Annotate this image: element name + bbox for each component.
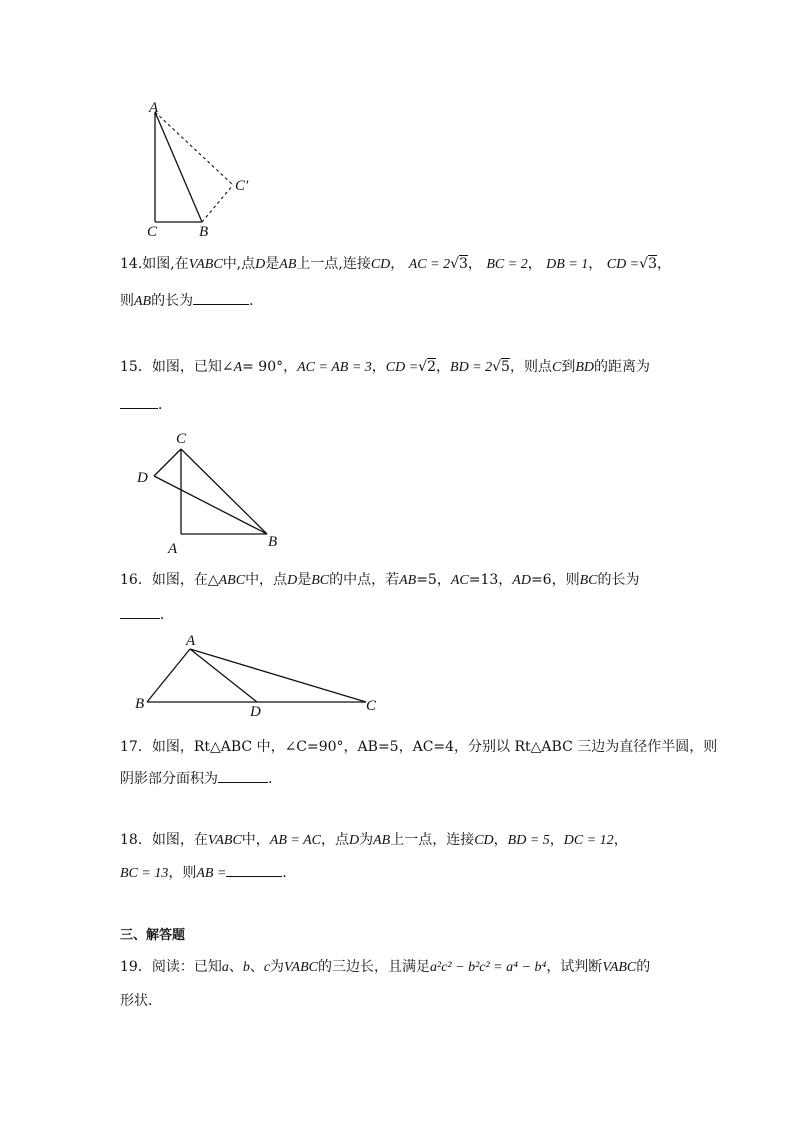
question-16-line2 [120,604,680,625]
text: 17．如图，Rt△ABC 中，∠C=90°，AB=5，AC=4，分别以 Rt△ABC 三边为直径作半圆，则 [120,739,718,755]
question-15-line2 [120,394,680,415]
text: 中，点 [245,572,288,588]
text: 、 [249,959,264,975]
math-DB: DB = 1 [546,257,589,272]
text: 上一点，连接 [390,832,475,848]
math-eq1: AC = AB = 3 [297,360,372,375]
math-CD: CD [370,257,391,272]
label-B: B [135,696,145,712]
label-B: B [199,224,209,240]
sqrt-sign: √ [639,256,649,272]
answer-blank [120,394,158,409]
math-equation: a²c² − b²c² = a⁴ − b⁴ [430,960,547,975]
math-ABC: ABC [218,573,246,588]
math-AB: AB [399,573,417,588]
text: 的三边长，且满足 [318,959,431,975]
math-b: b [242,960,250,975]
text: ． [249,293,264,309]
text: ， [613,832,628,848]
text: 如图,在 [142,256,189,272]
question-15-line1 [120,357,680,378]
question-18-line2 [120,862,680,884]
text: 的距离为 [593,359,650,375]
math-BC: BC [579,573,598,588]
math-AD: AD [512,573,531,588]
text: =13， [468,572,513,588]
math-AB: AB [134,294,152,309]
radicand: 3 [459,256,468,272]
math-triangle: VABC [602,960,637,975]
math-a: a [221,960,229,975]
text: 的 [636,959,651,975]
sqrt-sign: √ [450,256,459,272]
question-number: 15． [120,359,152,375]
text: ， [390,256,405,272]
math-BC: BC = 2 [486,257,528,272]
math-BD: BD [575,360,594,375]
math-eq4: BC = 13 [120,866,169,881]
label-C: C [147,224,158,240]
radicand: 3 [648,256,657,272]
text: 中,点 [222,256,256,272]
math-D: D [287,573,298,588]
segment-AC [190,649,366,702]
sqrt-sign: √ [418,359,428,375]
question-18-line1 [120,830,680,851]
math-triangle: VABC [284,960,319,975]
math-eq3: DC = 12 [563,833,614,848]
text: = 90°， [242,359,298,375]
math-triangle: VABC [188,257,223,272]
segment-DB [154,476,267,534]
answer-blank [218,768,268,783]
text: ， [656,256,671,272]
text: ， [371,359,386,375]
math-C: C [551,360,562,375]
text: ， [436,359,451,375]
segment-CB [181,449,267,534]
text: ， [588,256,603,272]
label-C: C [366,698,377,714]
label-D: D [137,470,148,486]
question-number: 18． [120,832,152,848]
question-14-line2 [120,290,680,312]
text: ，试判断 [546,959,603,975]
label-A: A [149,100,159,116]
text: 如图，已知∠ [151,359,234,375]
text: ， [549,832,564,848]
radicand: 5 [501,359,510,375]
math-CD-eq: CD = [606,257,640,272]
text: ，则点 [509,359,552,375]
text: ，则 [168,865,197,881]
label-C-prime: C′ [235,178,249,194]
text: 则 [120,293,134,309]
text: ， [493,832,508,848]
section-title: 三、解答题 [120,928,186,943]
question-16-line1 [120,570,680,591]
question-17-line1 [120,737,718,757]
segment-AD [190,649,257,702]
text: 为 [270,959,285,975]
text: 是 [297,572,312,588]
text: ． [282,865,297,881]
figure-13-triangle [130,96,270,246]
question-number: 14. [120,256,143,272]
segment-AC-prime [155,112,233,185]
text: 阴影部分面积为 [120,771,218,787]
question-14-line1 [120,254,680,275]
math-triangle: VABC [207,833,242,848]
text: 为 [359,832,374,848]
label-B: B [268,534,278,550]
text: . [268,771,273,787]
segment-CD [154,449,181,476]
math-BC: BC [311,573,330,588]
math-A: A [233,360,243,375]
segment-BC-prime [202,185,233,222]
answer-blank [226,862,282,877]
question-19-line2 [120,991,680,1011]
label-A: A [186,633,196,649]
text: 的长为 [597,572,640,588]
label-D: D [250,704,261,720]
radicand: 2 [427,359,437,375]
math-CD: CD [474,833,494,848]
math-eq5: AB = [196,866,227,881]
math-c: c [263,960,271,975]
math-AC: AC = 2 [408,257,451,272]
text: 是 [265,256,280,272]
text: ． [160,607,174,623]
text: =5， [416,572,451,588]
segment-BA [147,649,190,702]
math-D: D [255,257,266,272]
question-number: 16． [120,572,152,588]
text: 中， [241,832,270,848]
math-D: D [348,833,360,848]
text: ，点 [320,832,349,848]
text: ， [527,256,542,272]
text: 形状． [120,993,162,1009]
text: 到 [561,359,576,375]
question-17-line2 [120,768,680,789]
text: 、 [228,959,243,975]
math-AB: AB [279,257,297,272]
figure-16-triangle [130,630,390,720]
text: 上一点,连接 [296,256,371,272]
sqrt-sign: √ [492,359,502,375]
text: 如图，在△ [151,572,219,588]
segment-AB [155,112,202,222]
text: =6，则 [530,572,580,588]
text: 阅读：已知 [151,959,222,975]
math-eq3: BD = 2 [450,360,493,375]
math-eq2: BD = 5 [507,833,550,848]
label-A: A [168,541,178,556]
text: ． [158,397,172,413]
math-AC: AC [450,573,469,588]
answer-blank [120,604,160,619]
math-eq1: AB = AC [269,833,321,848]
figure-15-triangle [130,426,290,556]
question-number: 19． [120,959,152,975]
text: ， [467,256,482,272]
text: 的中点，若 [329,572,400,588]
text: 如图，在 [151,832,208,848]
math-eq2: CD = [385,360,419,375]
math-AB: AB [373,833,391,848]
question-19-line1 [120,957,680,978]
label-C: C [176,431,187,447]
text: 的长为 [151,293,194,309]
answer-blank [193,290,249,305]
